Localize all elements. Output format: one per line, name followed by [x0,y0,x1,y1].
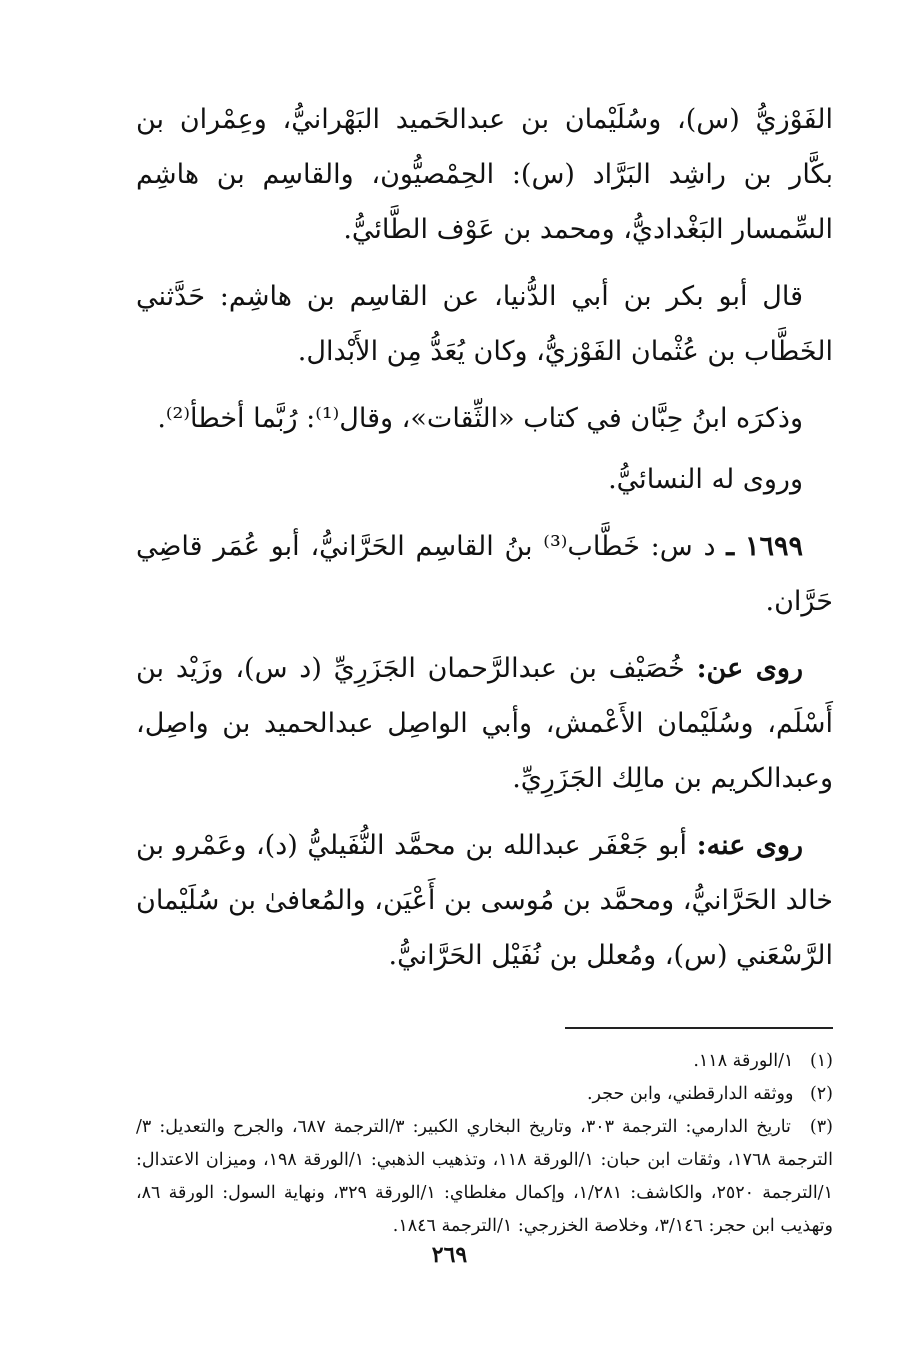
footnote-separator [565,1027,833,1029]
entry-number: ١٦٩٩ [745,531,804,562]
paragraph-text: وروى له النسائيُّ. [608,464,803,495]
paragraph-narrators-list [136,92,833,257]
paragraph-text: قال أبو بكر بن أبي الدُّنيا، عن القاسِم بن هاشِم: حَدَّثني الخَطَّاب بن عُثْمان الفَوْزيُّ، وكان يُعَدُّ مِن الأَبْدال. [136,281,833,367]
section-lead: روى عنه: [696,830,804,861]
biography-entry-heading [136,519,833,629]
paragraph-text: الفَوْزيُّ (س)، وسُلَيْمان بن عبدالحَميد البَهْرانيُّ، وعِمْران بن بكَّار بن راشِد البَرَّاد (س): الحِمْصيُّون، والقاسِم بن هاشِم السِّمسار البَغْداديُّ، ومحمد بن عَوْف الطَّائيُّ. [136,104,833,245]
footnotes [136,1045,833,1243]
paragraph-text: خُصَيْف بن عبدالرَّحمان الجَزَرِيِّ (د س)، وزَيْد بن أَسْلَم، وسُلَيْمان الأَعْمش، وأبي الواصِل عبدالحميد بن واصِل، وعبدالكريم بن مالِك الجَزَرِيِّ. [136,653,833,794]
footnote-text: ١/الورقة ١١٨. [693,1051,794,1071]
footnote-mark: (١) [809,1051,833,1071]
footnote-text: تاريخ الدارمي: الترجمة ٣٠٣، وتاريخ البخاري الكبير: ٣/الترجمة ٦٨٧، والجرح والتعديل: ٣/الترجمة ١٧٦٨، وثقات ابن حبان: ١/الورقة ١١٨، وتذهيب الذهبي: ١/الورقة ١٩٨، وميزان الاعتدال: ١/الترجمة ٢٥٢٠، والكاشف: ١/٢٨١، وإكمال مغلطاي: ١/الورقة ٣٢٩، ونهاية السول: الورقة ٨٦، وتهذيب ابن حجر: ٣/١٤٦، وخلاصة الخزرجي: ١/الترجمة ١٨٤٦. [136,1117,833,1236]
paragraph-text: أبو جَعْفَر عبدالله بن محمَّد النُّفَيليُّ (د)، وعَمْرو بن خالد الحَرَّانيُّ، ومحمَّد بن مُوسى بن أَعْيَن، والمُعافىٰ بن سُلَيْمان الرَّسْعَني (س)، ومُعلل بن نُفَيْل الحَرَّانيُّ. [136,830,833,971]
entry-line [136,519,833,629]
footnote-mark: (٢) [809,1084,833,1104]
paragraph-body [136,818,833,983]
paragraph-narrated-from [136,641,833,806]
paragraph-text: وذكرَه ابنُ حِبَّان في كتاب «الثِّقات»، وقال⁽¹⁾: رُبَّما أخطأ⁽²⁾. [157,403,803,434]
paragraph-ibn-hibban [136,391,833,446]
paragraph-nasai [136,452,833,507]
entry-dash: ـ [726,531,735,562]
footnote [136,1045,833,1078]
entry-text: د س: خَطَّاب⁽³⁾ بنُ القاسِم الحَرَّانيُّ، أبو عُمَر قاضِي حَرَّان. [136,531,833,617]
footnote [136,1078,833,1111]
footnote-mark: (٣) [809,1117,833,1137]
footnote-text: ووثقه الدارقطني، وابن حجر. [586,1084,794,1104]
paragraph-ibn-abi-dunya-quote [136,269,833,379]
section-lead: روى عن: [696,653,803,684]
footnote [136,1111,833,1243]
page-number: ٢٦٩ [431,1242,468,1268]
paragraph-narrated-by [136,818,833,983]
paragraph-body [136,641,833,806]
